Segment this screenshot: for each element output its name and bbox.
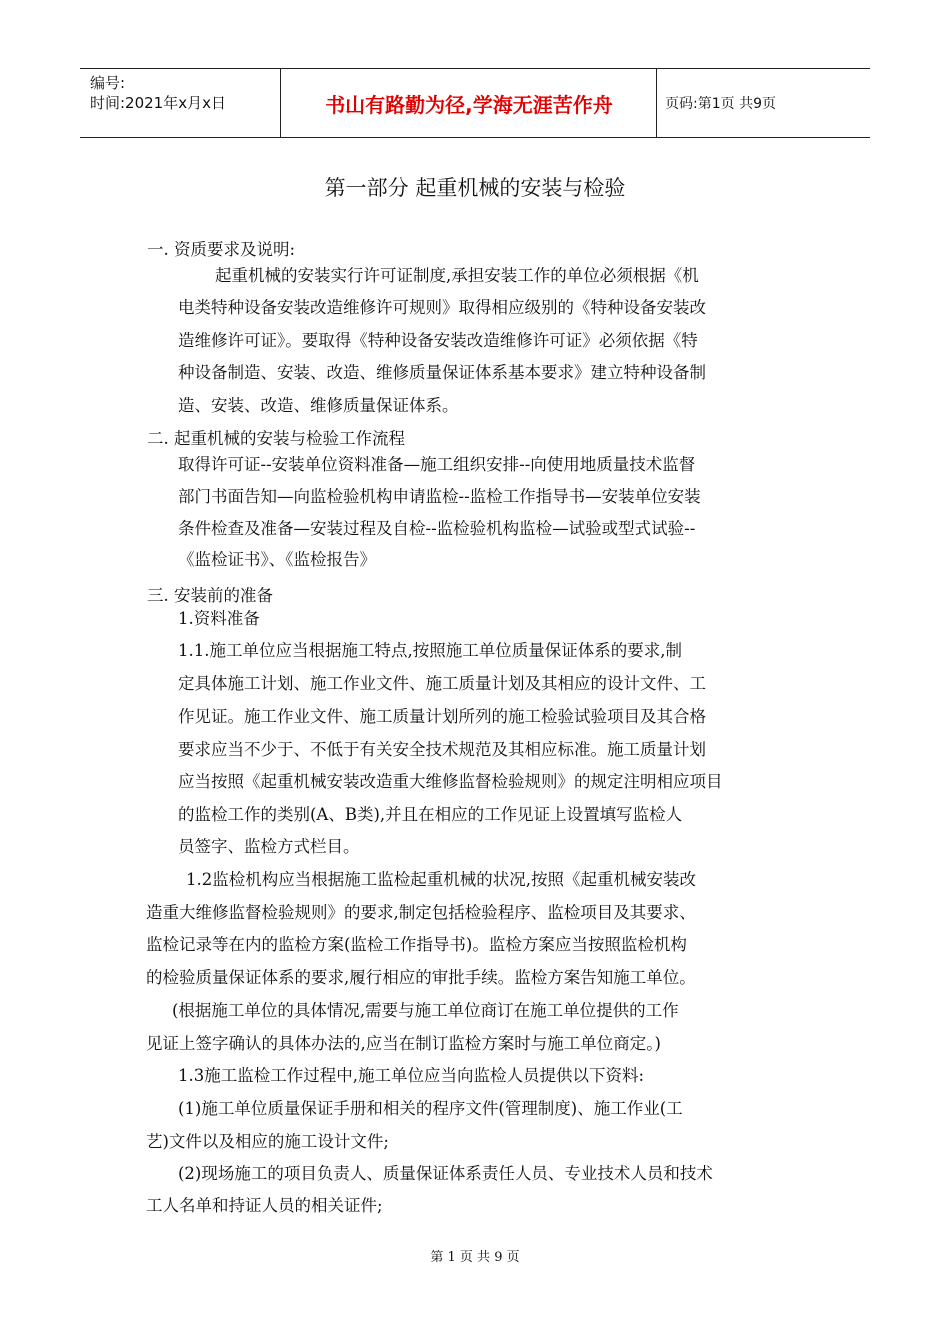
text-line: 工人名单和持证人员的相关证件; — [146, 1196, 383, 1215]
subsection-heading: 1.资料准备 — [178, 609, 260, 628]
text-line: (1)施工单位质量保证手册和相关的程序文件(管理制度)、施工作业(工 — [178, 1099, 683, 1118]
text-line: 造维修许可证》。要取得《特种设备安装改造维修许可证》必须依据《特 — [178, 331, 698, 350]
header-divider-left — [280, 69, 281, 137]
section-heading-3: 三. 安装前的准备 — [147, 586, 273, 605]
section-heading-2: 二. 起重机械的安装与检验工作流程 — [147, 429, 405, 448]
text-line: 电类特种设备安装改造维修许可规则》取得相应级别的《特种设备安装改 — [178, 298, 706, 317]
text-line: (2)现场施工的项目负责人、质量保证体系责任人员、专业技术人员和技术 — [178, 1164, 713, 1183]
text-line: 1.1.施工单位应当根据施工特点,按照施工单位质量保证体系的要求,制 — [178, 641, 682, 660]
text-line: 1.3施工监检工作过程中,施工单位应当向监检人员提供以下资料: — [178, 1066, 645, 1085]
header-meta — [90, 73, 226, 113]
text-line: 造、安装、改造、维修质量保证体系。 — [178, 396, 459, 415]
text-line: 定具体施工计划、施工作业文件、施工质量计划及其相应的设计文件、工 — [178, 674, 706, 693]
text-line: 种设备制造、安装、改造、维修质量保证体系基本要求》建立特种设备制 — [178, 363, 706, 382]
text-line: 的监检工作的类别(A、B类),并且在相应的工作见证上设置填写监检人 — [178, 805, 683, 824]
text-line: 取得许可证--安装单位资料准备—施工组织安排--向使用地质量技术监督 — [178, 455, 696, 474]
document-number-label: 编号: — [90, 74, 126, 92]
text-line: 作见证。施工作业文件、施工质量计划所列的施工检验试验项目及其合格 — [178, 707, 706, 726]
text-line: 见证上签字确认的具体办法的,应当在制订监检方案时与施工单位商定。) — [146, 1034, 661, 1053]
text-line: (根据施工单位的具体情况,需要与施工单位商订在施工单位提供的工作 — [172, 1001, 679, 1020]
text-line: 《监检证书》、《监检报告》 — [178, 550, 376, 569]
page-header — [80, 68, 870, 138]
document-title: 第一部分 起重机械的安装与检验 — [324, 176, 626, 200]
header-motto: 书山有路勤为径,学海无涯苦作舟 — [325, 92, 613, 117]
text-line: 监检记录等在内的监检方案(监检工作指导书)。监检方案应当按照监检机构 — [146, 935, 687, 954]
text-line: 起重机械的安装实行许可证制度,承担安装工作的单位必须根据《机 — [215, 266, 699, 285]
section-heading-1: 一. 资质要求及说明: — [147, 240, 296, 259]
header-page-number: 页码:第1页 共9页 — [665, 96, 776, 112]
text-line: 应当按照《起重机械安装改造重大维修监督检验规则》的规定注明相应项目 — [178, 772, 723, 791]
text-line: 员签字、监检方式栏目。 — [178, 837, 360, 856]
header-divider-right — [656, 69, 657, 137]
document-time-label: 时间:2021年x月x日 — [90, 94, 226, 112]
text-line: 条件检查及准备—安装过程及自检--监检验机构监检—试验或型式试验-- — [178, 519, 696, 538]
text-line: 的检验质量保证体系的要求,履行相应的审批手续。监检方案告知施工单位。 — [146, 968, 696, 987]
text-line: 部门书面告知—向监检验机构申请监检--监检工作指导书—安装单位安装 — [178, 487, 701, 506]
text-line: 艺)文件以及相应的施工设计文件; — [146, 1132, 389, 1151]
page-footer: 第 1 页 共 9 页 — [430, 1250, 520, 1265]
text-line: 造重大维修监督检验规则》的要求,制定包括检验程序、监检项目及其要求、 — [146, 903, 696, 922]
text-line: 要求应当不少于、不低于有关安全技术规范及其相应标准。施工质量计划 — [178, 740, 706, 759]
text-line: 1.2监检机构应当根据施工监检起重机械的状况,按照《起重机械安装改 — [186, 870, 696, 889]
